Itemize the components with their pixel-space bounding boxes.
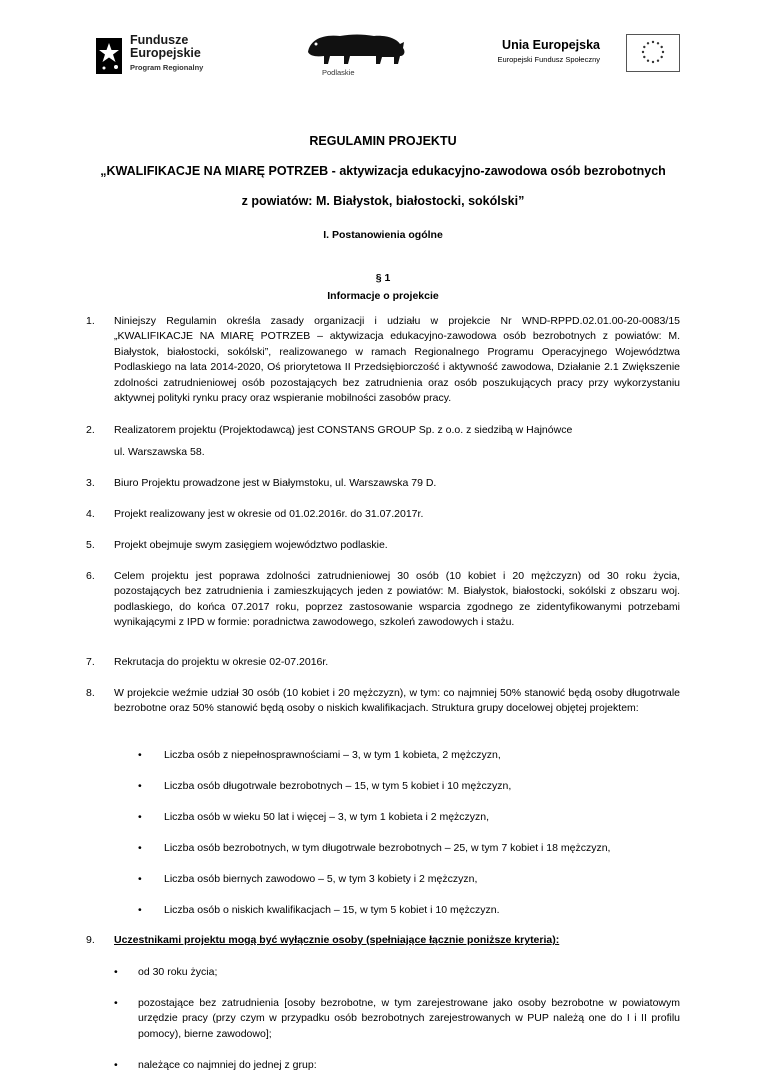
- logo-header: [0, 0, 768, 110]
- list-item: • Liczba osób o niskich kwalifikacjach – 15, w tym 5 kobiet i 10 mężczyzn.: [138, 904, 500, 916]
- fe-line2: Europejskie: [130, 46, 201, 60]
- unia-europejska-logo: [490, 34, 680, 74]
- list-item: 1. Niniejszy Regulamin określa zasady organizacji i udziału w projekcie Nr WND-RPPD.02.01.00-20-0083/15 „KWALIFIKACJE NA MIARĘ POTRZEB – aktywizacja edukacyjno-zawodowa osób bezrobotnych z powiatów: M. Białystok, białostocki, sokólski”, realizowanego w ramach Regionalnego Programu Operacyjnego Województwa Podlaskiego na lata 2014-2020, Oś priorytetowa II Przedsiębiorczość i aktywność zawodowa, Działanie 2.1 Zwiększenie zdolności zatrudnieniowej osób pozostających bez zatrudnienia oraz osób poszukujących pracy przy wykorzystaniu aktywnej polityki rynku pracy oraz wspieranie mobilności zasobów pracy.: [86, 315, 680, 405]
- paragraph-title: Informacje o projekcie: [327, 290, 439, 302]
- bison-icon: [300, 30, 410, 70]
- list-item: • od 30 roku życia;: [114, 966, 218, 978]
- fe-line3: Program Regionalny: [130, 63, 204, 72]
- section-heading: I. Postanowienia ogólne: [323, 229, 443, 241]
- ue-line1: Unia Europejska: [502, 38, 600, 52]
- list-item-continuation: ul. Warszawska 58.: [114, 446, 205, 458]
- list-item: 4. Projekt realizowany jest w okresie od 01.02.2016r. do 31.07.2017r.: [86, 508, 424, 520]
- project-title-line2: z powiatów: M. Białystok, białostocki, sokólski”: [241, 194, 525, 208]
- list-item: • pozostające bez zatrudnienia [osoby bezrobotne, w tym zarejestrowane jako osoby bezrobotne w powiatowym urzędzie pracy (przy czym w przypadku osób bezrobotnych zarejestrowanych w PUP należą one do I i II profilu pomocy), bierne zawodowo];: [114, 997, 680, 1040]
- list-item: • Liczba osób długotrwale bezrobotnych – 15, w tym 5 kobiet i 10 mężczyzn,: [138, 780, 512, 792]
- podlaskie-logo: [300, 30, 410, 80]
- list-item: • należące co najmniej do jednej z grup:: [114, 1059, 317, 1071]
- list-item: • Liczba osób z niepełnosprawnościami – 3, w tym 1 kobieta, 2 mężczyzn,: [138, 749, 501, 761]
- podlaskie-label: Podlaskie: [322, 68, 355, 77]
- list-item: • Liczba osób biernych zawodowo – 5, w tym 3 kobiety i 2 mężczyzn,: [138, 873, 478, 885]
- fundusze-europejskie-logo: [96, 34, 216, 78]
- list-item: 3. Biuro Projektu prowadzone jest w Białymstoku, ul. Warszawska 79 D.: [86, 477, 437, 489]
- fe-star-icon: [96, 34, 126, 78]
- project-title-line1: „KWALIFIKACJE NA MIARĘ POTRZEB - aktywizacja edukacyjno-zawodowa osób bezrobotnych: [100, 164, 666, 178]
- list-item: 8. W projekcie weźmie udział 30 osób (10 kobiet i 20 mężczyzn), w tym: co najmniej 50% stanowić będą osoby długotrwale bezrobotne oraz 50% stanowić będą osoby o niskich kwalifikacjach. Struktura grupy docelowej objętej projektem:: [86, 687, 680, 715]
- eu-flag-icon: [626, 34, 680, 72]
- list-item: 6. Celem projektu jest poprawa zdolności zatrudnieniowej 30 osób (10 kobiet i 20 mężczyzn) od 30 roku życia, pozostających bez zatrudnienia i zamieszkujących jeden z powiatów: M. Białystok, białostocki, sokólski z obszaru woj. podlaskiego, do końca 07.2017 roku, poprzez zastosowanie wsparcia zgodnego ze zidentyfikowanymi potrzebami wynikającymi z IPD w formie: poradnictwa zawodowego, szkoleń zawodowych i stażu.: [86, 570, 680, 629]
- list-item: 9. Uczestnikami projektu mogą być wyłącznie osoby (spełniające łącznie poniższe kryteria):: [86, 934, 560, 946]
- ue-line2: Europejski Fundusz Społeczny: [497, 55, 600, 64]
- list-item: • Liczba osób w wieku 50 lat i więcej – 3, w tym 1 kobieta i 2 mężczyzn,: [138, 811, 490, 823]
- fe-line1: Fundusze: [130, 33, 189, 47]
- list-item: 5. Projekt obejmuje swym zasięgiem województwo podlaskie.: [86, 539, 388, 551]
- document-title: REGULAMIN PROJEKTU: [309, 134, 457, 148]
- list-item: 2. Realizatorem projektu (Projektodawcą) jest CONSTANS GROUP Sp. z o.o. z siedzibą w Hajnówce: [86, 424, 573, 436]
- paragraph-number: § 1: [375, 272, 391, 284]
- list-item: 7. Rekrutacja do projektu w okresie 02-07.2016r.: [86, 656, 329, 668]
- list-item: • Liczba osób bezrobotnych, w tym długotrwale bezrobotnych – 25, w tym 7 kobiet i 18 mężczyzn,: [138, 842, 611, 854]
